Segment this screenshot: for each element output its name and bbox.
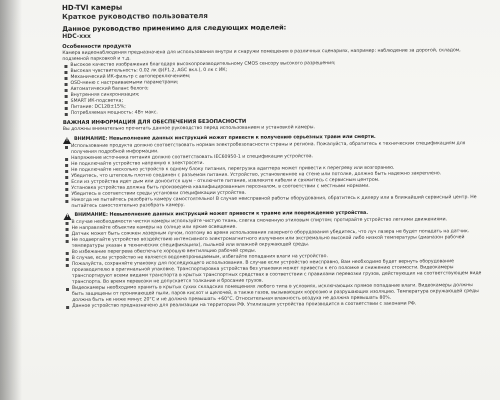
list-item: Автоматический баланс белого; <box>63 84 483 93</box>
list-item: Высокая чувствительность: 0.02 лк @(F1.2, AGC вкл.), 0 лк с ИК; <box>62 66 482 75</box>
list-item: В случае необходимости чистки камеры используйте чистую ткань, слегка смоченную этиловым спиртом; протирайте устройство легкими движениями. <box>64 217 484 226</box>
list-item: Не подключайте устройство напрямую к электросети. <box>63 159 483 168</box>
document-title: HD-TVI камеры <box>62 3 123 12</box>
list-item: Данное устройство предназначено для реализации на территории РФ. Утилизация устройства производится в соответствии с законами РФ. <box>64 301 484 310</box>
applies-to-heading: Данное руководство применимо для следующих моделей: <box>62 23 287 33</box>
warning-label: ВНИМАНИЕ: <box>74 212 108 218</box>
list-item: Не направляйте объектив камеры на солнце или яркие освещение. <box>64 223 484 232</box>
model-name: HDC-xxx <box>62 32 91 40</box>
safety-heading: ВАЖНАЯ ИНФОРМАЦИЯ ДЛЯ ОБЕСПЕЧЕНИЯ БЕЗОПАСНОСТИ <box>62 119 247 127</box>
warning-title: Невыполнение данных инструкций может привести к травме или повреждению устройства. <box>109 210 369 218</box>
manual-content <box>62 1 484 310</box>
warning-list <box>63 141 483 210</box>
warning-list <box>64 217 485 310</box>
list-item: В случае, если устройство не является водонепроницаемым, избегайте попадания влаги на устройство. <box>64 253 484 262</box>
list-item: Не подвергайте устройство воздействию интенсивного электромагнитного излучения или экстремально высокой либо низкой температуры (диапазон рабочей температуры указан в технических спецификациях), пыльной или влажной окружающей среды. <box>64 235 484 250</box>
list-item: Убедитесь в соответствии среды установки спецификации устройства. <box>63 189 483 198</box>
list-item: Видеокамеры необходимо хранить в крытых сухих складских помещениях любого типа в условиях, исключающих прямое попадание влаги. Видеокамеры должны быть защищены от проникающей пыли, паров кислот и щелочей, а также газов, вызывающих коррозию и разрушающих изоляцию. Температура окружающей среды должна быть не ниже минус 20°С и не должна превышать +60°С. Относительная влажность воздуха не должна превышать 80%. <box>64 283 484 304</box>
list-item: Высокое качество изображения благодаря высокопроизводительному CMOS сенсору высокого разрешения; <box>62 60 482 69</box>
list-item: Если из устройства идет дым или доносится шум – отключите питание, извлеките кабели и свяжитесь с сервисным центром. <box>63 177 483 186</box>
list-item: SMART ИК-подсветка; <box>63 96 483 105</box>
warning-title: Невыполнение данных инструкций может привести к получению серьезных травм или смерти. <box>109 134 376 142</box>
warning-label: ВНИМАНИЕ: <box>73 136 108 142</box>
list-item: Не подключайте несколько устройств к одному блоку питания, перегрузка адаптера может привести к перегреву или возгоранию. <box>63 165 483 174</box>
list-item: Установка устройства должна быть произведена квалифицированным персоналом, в соответствии с местными нормами. <box>63 183 483 192</box>
list-item: Питание: DC12В±15%; <box>63 102 483 111</box>
list-item: Датчик может быть сожжен лазерным лучом, поэтому во время использования лазерного оборудования убедитесь, что луч лазера не будет попадать на датчик. <box>64 229 484 238</box>
features-list <box>62 60 482 117</box>
warning-icon: ! <box>63 213 71 220</box>
warning-block-2 <box>63 210 484 310</box>
list-item: Никогда не пытайтесь разобрать камеру самостоятельно! В случае неисправной работы оборудования, обратитесь к дилеру или в ближайший сервисный центр. Не пытайтесь самостоятельно разобрать камеру. <box>63 195 483 210</box>
safety-intro: Вы должны внимательно прочитать данное руководство перед использованием и установкой камеры. <box>62 125 315 133</box>
list-item: Потребляемая мощность: 4Вт макс. <box>63 108 483 117</box>
list-item: Механический ИК-фильтр с автопереключением; <box>62 72 482 81</box>
features-heading: Особенности продукта <box>62 43 132 50</box>
warning-icon: ! <box>63 137 71 144</box>
list-item: Убедитесь, что штепсель плотно соединен с разъемом питания. Устройство, установленное на стене или потолке, должно быть надежно закреплено. <box>63 171 483 180</box>
list-item: OSD-меню с настраиваемыми параметрами; <box>63 78 483 87</box>
warning-block-1 <box>63 134 483 210</box>
document-subtitle: Краткое руководство пользователя <box>62 11 208 21</box>
list-item: Внутренняя синхронизация; <box>63 90 483 99</box>
page-shadow <box>0 0 22 400</box>
list-item: Пожалуйста, сохраняйте упаковку для последующего использования. В случае если устройство неисправно, Вам необходимо будет вернуть оборудование производителю в оригинальной упаковке. Транспортировка устройства без упаковки может привести к его поломке и снижению стоимости. Видеокамеры транспортируют всеми видами транспорта в крытых транспортных средствах в соответствии с правилами перевозки грузов, действующих на соответствующем виде транспорта. Во время перевозки не допускается толкание и бросание грузов. <box>64 259 484 286</box>
list-item: Использование продукта должно соответствовать нормам электробезопасности страны и региона. Пожалуйста, обратитесь к техническим спецификациям для получения подробной информации. <box>63 141 483 156</box>
list-item: Напряжение источника питания должно соответствовать IEC60950-1 и спецификации устройства. <box>63 153 483 162</box>
features-intro: Камера видеонаблюдения предназначена для использования внутри и снаружи помещения в различных сценариях, например: наблюдение за дорогой, складом, подземной парковкой и т.д. <box>62 48 461 63</box>
list-item: Во избежание перегрева обеспечьте хорошую вентиляцию рабочей среды. <box>64 247 484 256</box>
